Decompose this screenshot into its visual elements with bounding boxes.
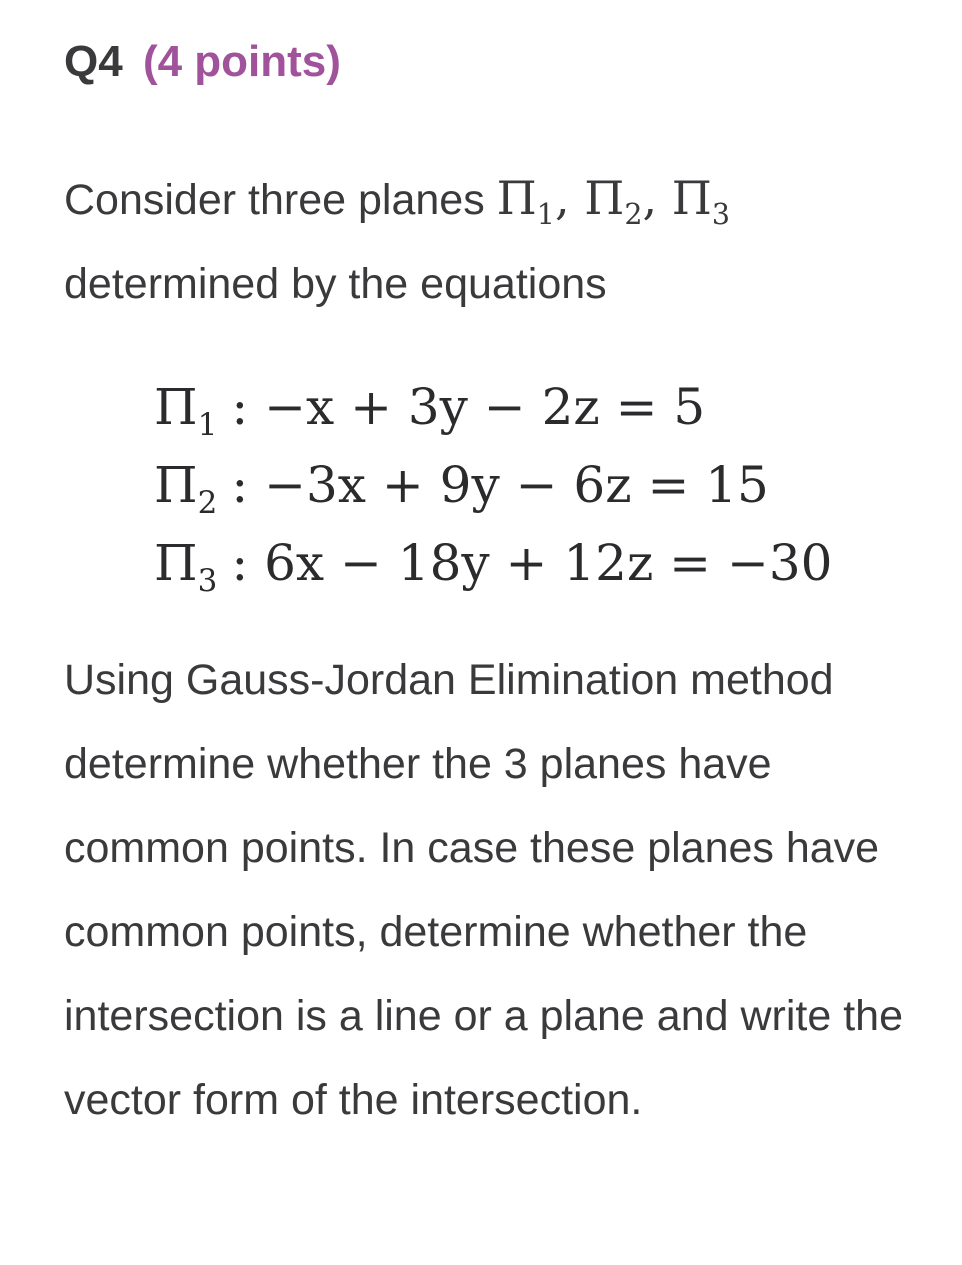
equation-expression: : −x + 3y − 2z = 5 (231, 378, 706, 436)
equation-plane-3 (154, 532, 833, 610)
inline-plane-1: $\Pi_1$, (496, 171, 585, 231)
intro-text-after: determined by the equations (64, 260, 607, 308)
question-points: (4 points) (142, 37, 341, 86)
intro-paragraph (64, 156, 944, 326)
equation-expression: : −3x + 9y − 6z = 15 (231, 456, 769, 514)
inline-plane-3: $\Pi_3$ (671, 171, 730, 231)
inline-planes (496, 171, 730, 231)
question-heading (64, 34, 341, 90)
equation-plane-2 (154, 454, 833, 532)
equation-system (154, 376, 833, 610)
equation-label: $\Pi_1$ (154, 378, 218, 443)
equation-label: $\Pi_3$ (154, 534, 218, 599)
equation-expression: : 6x − 18y + 12z = −30 (231, 534, 833, 592)
instructions-paragraph: Using Gauss-Jordan Elimination method determine whether the 3 planes have common points. In case these planes have common points, determine whether the intersection is a line or a plane and write the vector form of the intersection. (64, 656, 903, 1124)
equation-label: $\Pi_2$ (154, 456, 218, 521)
intro-text-before: Consider three planes (64, 176, 497, 224)
equation-plane-1 (154, 376, 833, 454)
question-number: Q4 (64, 37, 123, 86)
inline-plane-2: $\Pi_2$, (584, 171, 672, 231)
